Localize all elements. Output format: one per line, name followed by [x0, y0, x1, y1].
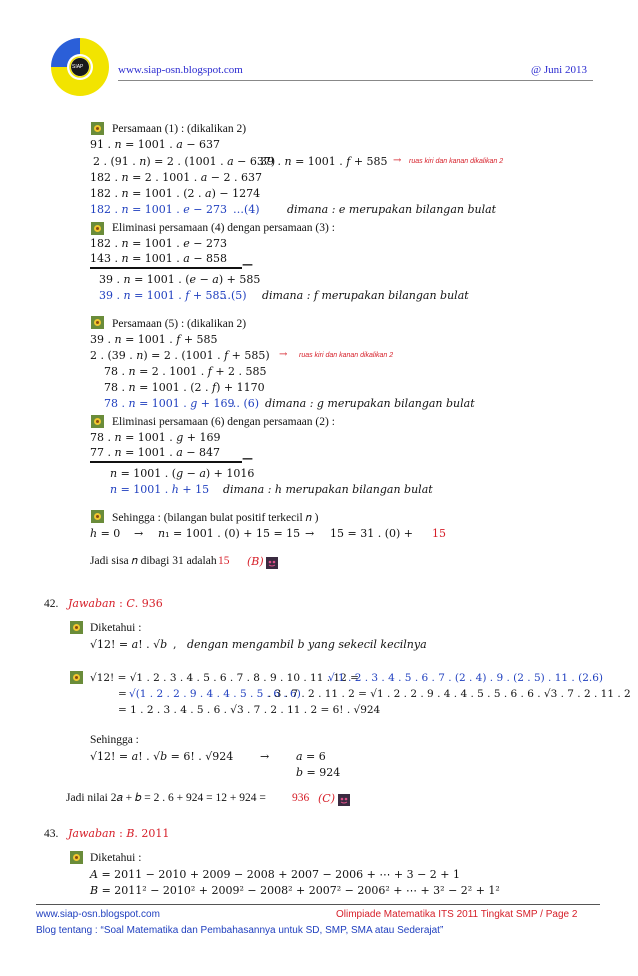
- s2-line2: 143 . 𝑛 = 1001 . 𝑎 − 858: [90, 252, 228, 265]
- footer-blog-description: Blog tentang : “Soal Matematika dan Pembahasannya untuk SD, SMP, SMA atau Sederajat”: [36, 925, 444, 936]
- logo-text: SIAP: [72, 64, 84, 70]
- s2-minus-sign: —: [242, 258, 253, 271]
- q42-eq1a: √12! = √1 . 2 . 3 . 4 . 5 . 6 . 7 . 8 . 9 . 10 . 11 . 12 =: [90, 672, 359, 684]
- s5-h-zero: ℎ = 0: [90, 527, 121, 540]
- q42-conclusion-value: 936: [292, 792, 310, 804]
- arrow-icon: →: [260, 750, 270, 763]
- q42-thus-label: Sehingga :: [90, 734, 139, 746]
- s4-line1: 78 . 𝑛 = 1001 . 𝑔 + 169: [90, 431, 221, 444]
- bullet-flower-icon: [70, 849, 83, 862]
- s5-remainder: 15: [432, 527, 446, 540]
- s5-mod-eq: 15 = 31 . (0) +: [330, 527, 413, 540]
- q42-known-comma: ,: [173, 638, 177, 651]
- s3-line3: 78 . 𝑛 = 2 . 1001 . 𝑓 + 2 . 585: [104, 365, 267, 378]
- s1-line5-tag: …(4): [233, 203, 260, 216]
- s4-minus-sign: —: [242, 452, 253, 465]
- q43-number: 43.: [44, 828, 59, 840]
- q42-eq1b: √ 1 . 2 . 3 . 4 . 5 . 6 . 7 . (2 . 4) . 9 . (2 . 5) . 11 . (2.6): [328, 672, 603, 684]
- q42-eq2c: . 3 . 7 . 2 . 11 . 2 = √1 . 2 . 2 . 9 . 4 . 4 . 5 . 5 . 6 . 6 . √3 . 7 . 2 . 11 . 2: [268, 688, 631, 700]
- s4-line2: 77 . 𝑛 = 1001 . 𝑎 − 847: [90, 446, 221, 459]
- q43-known-label: Diketahui :: [90, 852, 142, 864]
- q42-eq2b: √(1 . 2 . 2 . 9 . 4 . 4 . 5 . 5 . 6 . 6): [129, 688, 301, 700]
- s5-conclusion-value: 15: [218, 555, 230, 567]
- s2-line1: 182 . 𝑛 = 1001 . 𝑒 − 273: [90, 237, 227, 250]
- s1-note: ruas kiri dan kanan dikalikan 2: [409, 158, 504, 165]
- q42-eq2a: =: [118, 688, 127, 700]
- s4-line3: 𝑛 = 1001 . (𝑔 − 𝑎) + 1016: [110, 467, 255, 480]
- s5-title: Sehingga : (bilangan bulat positif terkecil 𝑛 ): [112, 512, 319, 524]
- q43-b-def: 𝐵 = 2011² − 2010² + 2009² − 2008² + 2007² − 2006² + ⋯ + 3² − 2² + 1²: [90, 884, 500, 897]
- s3-line5: 78 . 𝑛 = 1001 . 𝑔 + 169: [104, 397, 235, 410]
- s2-line4: 39 . 𝑛 = 1001 . 𝑓 + 585: [99, 289, 227, 302]
- s3-line4: 78 . 𝑛 = 1001 . (2 . 𝑓) + 1170: [104, 381, 265, 394]
- s4-subtraction-line: [90, 461, 242, 463]
- s2-line4-desc: dimana : 𝑓 merupakan bilangan bulat: [262, 289, 469, 302]
- footer-doc-title: Olimpiade Matematika ITS 2011 Tingkat SMP / Page 2: [336, 909, 578, 920]
- header-site-link[interactable]: www.siap-osn.blogspot.com: [118, 64, 243, 76]
- q42-eq3: = 1 . 2 . 3 . 4 . 5 . 6 . √3 . 7 . 2 . 11 . 2 = 6! . √924: [118, 704, 381, 716]
- s1-line5: 182 . 𝑛 = 1001 . 𝑒 − 273: [90, 203, 227, 216]
- smiley-face-icon: [338, 789, 350, 808]
- footer-site-link[interactable]: www.siap-osn.blogspot.com: [36, 909, 160, 920]
- s2-line4-tag: …(5): [220, 289, 247, 302]
- bullet-flower-icon: [91, 413, 104, 426]
- s3-note: ruas kiri dan kanan dikalikan 2: [299, 352, 394, 359]
- q42-thus-eq: √12! = 𝑎! . √𝑏 = 6! . √924: [90, 750, 234, 763]
- q42-known-label: Diketahui :: [90, 622, 142, 634]
- q42-b-value: 𝑏 = 924: [296, 766, 341, 779]
- s5-n1-eq: 𝑛₁ = 1001 . (0) + 15 = 15: [158, 527, 301, 540]
- q42-answer: 𝐽𝑎𝑤𝑎𝑏𝑎𝑛 : 𝐶. 936: [68, 597, 163, 610]
- s5-conclusion: Jadi sisa 𝑛 dibagi 31 adalah: [90, 555, 217, 567]
- bullet-flower-icon: [70, 669, 83, 682]
- footer-divider: [36, 904, 600, 905]
- q43-a-def: 𝐴 = 2011 − 2010 + 2009 − 2008 + 2007 − 2006 + ⋯ + 3 − 2 + 1: [90, 868, 461, 881]
- s2-title: Eliminasi persamaan (4) dengan persamaan (3) :: [112, 222, 335, 234]
- q42-known-desc: dengan mengambil 𝑏 yang sekecil kecilnya: [187, 638, 427, 651]
- s1-title: Persamaan (1) : (dikalikan 2): [112, 123, 247, 135]
- bullet-flower-icon: [91, 314, 104, 327]
- header-date: @ Juni 2013: [531, 64, 587, 76]
- s1-line2b: 39 . 𝑛 = 1001 . 𝑓 + 585: [260, 155, 388, 168]
- bullet-flower-icon: [70, 619, 83, 632]
- arrow-icon: →: [393, 155, 402, 166]
- bullet-flower-icon: [91, 220, 104, 233]
- header-logo: [47, 34, 113, 100]
- s3-line5-tag: … (6): [229, 397, 260, 410]
- s4-title: Eliminasi persamaan (6) dengan persamaan (2) :: [112, 416, 335, 428]
- q42-known-eq: √12! = 𝑎! . √𝑏: [90, 638, 168, 651]
- q42-answer-tag: (𝐶): [318, 792, 335, 805]
- s1-line1: 91 . 𝑛 = 1001 . 𝑎 − 637: [90, 138, 221, 151]
- arrow-icon: →: [279, 349, 288, 360]
- s3-title: Persamaan (5) : (dikalikan 2): [112, 318, 247, 330]
- s3-line5-desc: dimana : 𝑔 merupakan bilangan bulat: [265, 397, 475, 410]
- arrow-icon: →: [305, 527, 315, 540]
- q42-conclusion: Jadi nilai 2𝑎 + 𝑏 = 2 . 6 + 924 = 12 + 924 =: [66, 792, 266, 804]
- s2-line3: 39 . 𝑛 = 1001 . (𝑒 − 𝑎) + 585: [99, 273, 261, 286]
- s1-line2a: 2 . (91 . 𝑛) = 2 . (1001 . 𝑎 − 637): [93, 155, 276, 168]
- s1-line5-desc: dimana : 𝑒 merupakan bilangan bulat: [287, 203, 497, 216]
- s3-line2: 2 . (39 . 𝑛) = 2 . (1001 . 𝑓 + 585): [90, 349, 270, 362]
- bullet-flower-icon: [91, 508, 104, 521]
- smiley-face-icon: [266, 552, 278, 571]
- s4-line4: 𝑛 = 1001 . ℎ + 15: [110, 483, 210, 496]
- s5-answer-tag: (𝐵): [247, 555, 264, 568]
- q42-number: 42.: [44, 598, 59, 610]
- bullet-flower-icon: [91, 120, 104, 133]
- s2-subtraction-line: [90, 267, 242, 269]
- s1-line4: 182 . 𝑛 = 1001 . (2 . 𝑎) − 1274: [90, 187, 261, 200]
- header-divider: [118, 80, 593, 81]
- arrow-icon: →: [134, 527, 144, 540]
- s4-line4-desc: dimana : ℎ merupakan bilangan bulat: [223, 483, 433, 496]
- s3-line1: 39 . 𝑛 = 1001 . 𝑓 + 585: [90, 333, 218, 346]
- q43-answer: 𝐽𝑎𝑤𝑎𝑏𝑎𝑛 : 𝐵. 2011: [68, 827, 170, 840]
- q42-a-value: 𝑎 = 6: [296, 750, 326, 763]
- s1-line3: 182 . 𝑛 = 2 . 1001 . 𝑎 − 2 . 637: [90, 171, 263, 184]
